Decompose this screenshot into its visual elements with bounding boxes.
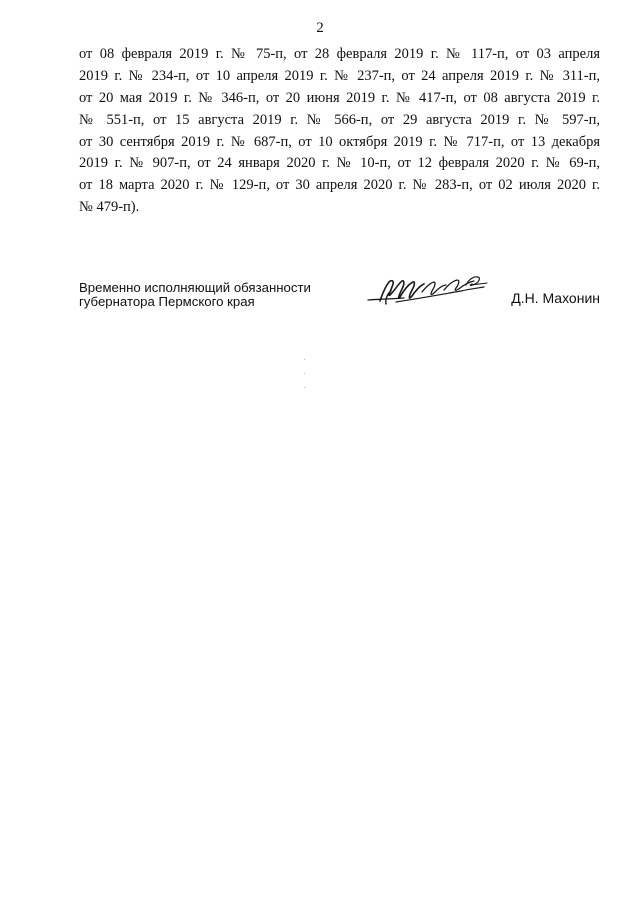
body-line-3: от 20 мая 2019 г. № 346-п, от 20 июня 2019 г. № 417-п, от 08 августа 2019 г. xyxy=(79,89,600,106)
body-line-7: от 18 марта 2020 г. № 129-п, от 30 апреля 2020 г. № 283-п, от 02 июля 2020 г. xyxy=(79,177,600,194)
page-number: 2 xyxy=(316,20,324,36)
signatory-position-line-2: губернатора Пермского края xyxy=(79,294,255,309)
body-line-4: № 551-п, от 15 августа 2019 г. № 566-п, от 29 августа 2019 г. № 597-п, xyxy=(79,111,600,128)
body-line-5: от 30 сентября 2019 г. № 687-п, от 10 октября 2019 г. № 717-п, от 13 декабря xyxy=(79,133,600,150)
signer-name: Д.Н. Махонин xyxy=(511,290,600,306)
body-line-1: от 08 февраля 2019 г. № 75-п, от 28 февраля 2019 г. № 117-п, от 03 апреля xyxy=(79,46,600,62)
body-line-2: 2019 г. № 234-п, от 10 апреля 2019 г. № 237-п, от 24 апреля 2019 г. № 311-п, xyxy=(79,67,600,84)
signature-block xyxy=(79,281,600,321)
scan-artifact-dot xyxy=(304,359,305,360)
document-body-paragraph xyxy=(79,44,600,219)
handwritten-signature xyxy=(366,273,496,313)
signatory-position xyxy=(79,281,339,309)
scan-artifact-dot xyxy=(304,373,305,374)
scan-artifact-dot xyxy=(304,387,305,388)
signatory-position-line-1: Временно исполняющий обязанности xyxy=(79,280,311,295)
body-line-6: 2019 г. № 907-п, от 24 января 2020 г. № 10-п, от 12 февраля 2020 г. № 69-п, xyxy=(79,155,600,172)
body-line-8: № 479-п). xyxy=(79,199,140,216)
